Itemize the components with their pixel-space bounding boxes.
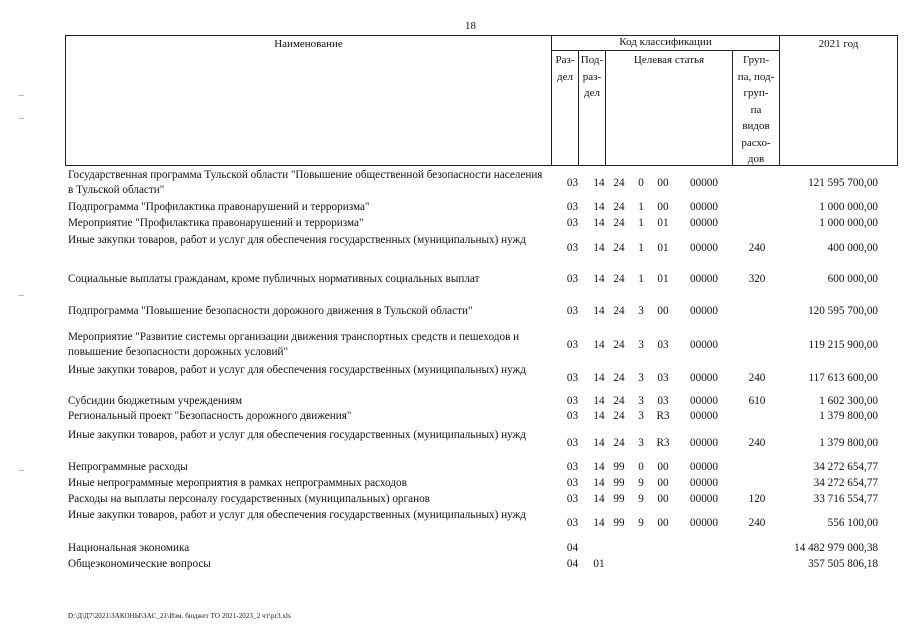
row-code-t3: 00 — [657, 305, 669, 317]
row-code-pr: 14 — [593, 177, 605, 189]
table-row — [68, 541, 888, 557]
row-name: Общеэкономические вопросы — [68, 558, 211, 570]
header-podrazdel: Под- раз- дел — [580, 54, 604, 99]
row-code-t4: 00000 — [690, 395, 718, 407]
row-code-pr: 14 — [593, 395, 605, 407]
row-code-t1: 24 — [613, 201, 625, 213]
row-code-t3: R3 — [656, 410, 670, 422]
table-row — [68, 272, 888, 288]
row-code-r: 03 — [566, 437, 579, 449]
row-code-pr: 14 — [593, 477, 605, 489]
row-amount: 117 613 600,00 — [808, 372, 878, 384]
row-code-t1: 24 — [613, 410, 625, 422]
row-code-t4: 00000 — [690, 339, 718, 351]
table-row — [68, 233, 888, 265]
header-target: Целевая статья — [633, 54, 705, 66]
row-code-t2: 1 — [638, 217, 644, 229]
table-row — [68, 428, 888, 460]
row-code-t1: 24 — [613, 372, 625, 384]
table-row — [68, 330, 888, 362]
row-code-vr: 240 — [748, 517, 766, 529]
row-code-vr: 610 — [748, 395, 766, 407]
row-code-t2: 3 — [638, 410, 644, 422]
row-code-t3: 03 — [657, 339, 669, 351]
row-code-r: 03 — [566, 339, 579, 351]
row-code-r: 03 — [566, 201, 579, 213]
row-code-pr: 14 — [593, 461, 605, 473]
row-amount: 1 602 300,00 — [819, 395, 878, 407]
header-name: Наименование — [274, 38, 343, 50]
row-code-pr: 14 — [593, 437, 605, 449]
row-code-t2: 3 — [638, 305, 644, 317]
row-code-t4: 00000 — [690, 273, 718, 285]
row-code-t1: 24 — [613, 217, 625, 229]
row-name: Подпрограмма "Повышение безопасности дорожного движения в Тульской области" — [68, 305, 473, 317]
row-code-t3: 00 — [657, 201, 669, 213]
row-code-t2: 3 — [638, 339, 644, 351]
row-name: Иные закупки товаров, работ и услуг для обеспечения государственных (муниципальных) нужд — [68, 509, 526, 521]
table-row — [68, 304, 888, 320]
header-code: Код классификации — [619, 36, 712, 48]
page-number: 18 — [465, 20, 476, 32]
row-code-r: 04 — [566, 542, 579, 554]
row-code-pr: 14 — [593, 493, 605, 505]
row-code-r: 03 — [566, 493, 579, 505]
row-name: Непрограммные расходы — [68, 461, 188, 473]
file-path-footer: D:\Д\Д7\2021\ЗАКОНЫ\ЗАС_21\Изм. бюджет ТО 2021-2023_2 чт\pr3.xls — [68, 612, 291, 620]
header-razdel: Раз- дел — [555, 54, 575, 83]
row-amount: 400 000,00 — [827, 242, 878, 254]
row-code-t3: 00 — [657, 517, 669, 529]
row-code-vr: 240 — [748, 242, 766, 254]
row-code-vr: 240 — [748, 372, 766, 384]
row-amount: 1 000 000,00 — [819, 201, 878, 213]
row-name: Иные непрограммные мероприятия в рамках непрограммных расходов — [68, 477, 407, 489]
table-row — [68, 168, 888, 200]
row-code-t1: 24 — [613, 242, 625, 254]
row-code-t1: 24 — [613, 177, 625, 189]
row-code-vr: 240 — [748, 437, 766, 449]
row-amount: 33 716 554,77 — [813, 493, 878, 505]
row-code-r: 03 — [566, 461, 579, 473]
table-row — [68, 200, 888, 216]
row-code-pr: 14 — [593, 242, 605, 254]
table-row — [68, 508, 888, 540]
table-row — [68, 557, 888, 573]
row-code-t1: 99 — [613, 461, 625, 473]
row-code-t4: 00000 — [690, 410, 718, 422]
row-code-pr: 14 — [593, 410, 605, 422]
border-right — [897, 35, 898, 166]
row-name: Национальная экономика — [68, 542, 190, 554]
row-code-pr: 14 — [593, 517, 605, 529]
row-amount: 1 379 800,00 — [819, 410, 878, 422]
row-code-t4: 00000 — [690, 242, 718, 254]
row-amount: 357 505 806,18 — [808, 558, 878, 570]
row-code-t3: 01 — [657, 242, 669, 254]
row-amount: 600 000,00 — [827, 273, 878, 285]
row-code-t2: 1 — [638, 242, 644, 254]
row-amount: 120 595 700,00 — [808, 305, 878, 317]
row-amount: 556 100,00 — [827, 517, 878, 529]
header-group: Груп- па, под- груп- па видов расхо- дов — [737, 54, 775, 165]
row-code-r: 03 — [566, 372, 579, 384]
row-code-t4: 00000 — [690, 201, 718, 213]
row-code-r: 03 — [566, 177, 579, 189]
row-code-vr: 120 — [748, 493, 766, 505]
table-row — [68, 216, 888, 232]
row-code-pr: 14 — [593, 339, 605, 351]
row-amount: 34 272 654,77 — [813, 461, 878, 473]
row-code-t2: 9 — [638, 477, 644, 489]
table-row — [68, 394, 888, 410]
row-code-r: 03 — [566, 273, 579, 285]
row-code-pr: 14 — [593, 372, 605, 384]
row-name: Социальные выплаты гражданам, кроме публичных нормативных социальных выплат — [68, 273, 480, 285]
row-code-t3: 00 — [657, 461, 669, 473]
row-name: Субсидии бюджетным учреждениям — [68, 395, 243, 407]
row-code-t4: 00000 — [690, 493, 718, 505]
row-code-t4: 00000 — [690, 517, 718, 529]
row-code-r: 03 — [566, 242, 579, 254]
row-code-t2: 1 — [638, 201, 644, 213]
row-code-t2: 9 — [638, 517, 644, 529]
row-code-t1: 24 — [613, 305, 625, 317]
row-code-t1: 99 — [613, 493, 625, 505]
row-code-t1: 24 — [613, 339, 625, 351]
row-code-t2: 9 — [638, 493, 644, 505]
row-code-r: 03 — [566, 477, 579, 489]
row-name: Государственная программа Тульской области "Повышение общественной безопасности населения в Тульской области" — [68, 169, 543, 196]
row-code-pr: 14 — [593, 217, 605, 229]
row-amount: 1 379 800,00 — [819, 437, 878, 449]
row-amount: 14 482 979 000,38 — [794, 542, 878, 554]
row-code-t2: 3 — [638, 395, 644, 407]
row-code-t2: 0 — [638, 461, 644, 473]
row-code-r: 03 — [566, 517, 579, 529]
row-code-t4: 00000 — [690, 305, 718, 317]
row-code-r: 03 — [566, 410, 579, 422]
row-code-r: 03 — [566, 217, 579, 229]
table-row — [68, 460, 888, 476]
row-code-vr: 320 — [748, 273, 766, 285]
row-code-t4: 00000 — [690, 461, 718, 473]
row-name: Иные закупки товаров, работ и услуг для обеспечения государственных (муниципальных) нужд — [68, 364, 526, 376]
scan-mark — [18, 470, 24, 471]
scan-mark — [18, 95, 24, 96]
border-left — [65, 35, 66, 166]
header-year: 2021 год — [818, 38, 859, 50]
row-code-r: 03 — [566, 395, 579, 407]
table-row — [68, 492, 888, 508]
row-code-t3: R3 — [656, 437, 670, 449]
row-code-t2: 0 — [638, 177, 644, 189]
row-code-t4: 00000 — [690, 477, 718, 489]
row-code-t4: 00000 — [690, 372, 718, 384]
row-code-t1: 24 — [613, 395, 625, 407]
row-code-t4: 00000 — [690, 217, 718, 229]
scan-mark — [18, 118, 24, 119]
row-name: Мероприятие "Развитие системы организации движения транспортных средств и пешеходов и повышение безопасности дорожных условий" — [68, 331, 520, 358]
row-amount: 1 000 000,00 — [819, 217, 878, 229]
row-code-t3: 00 — [657, 477, 669, 489]
row-code-pr: 01 — [593, 558, 605, 570]
row-code-pr: 14 — [593, 305, 605, 317]
row-code-t1: 99 — [613, 477, 625, 489]
row-code-pr: 14 — [593, 201, 605, 213]
row-name: Подпрограмма "Профилактика правонарушений и терроризма" — [68, 201, 370, 213]
row-code-t3: 03 — [657, 395, 669, 407]
row-code-t1: 99 — [613, 517, 625, 529]
table-row — [68, 476, 888, 492]
scan-mark — [18, 295, 24, 296]
row-code-t3: 01 — [657, 273, 669, 285]
row-code-t3: 03 — [657, 372, 669, 384]
border-code-year — [779, 35, 780, 166]
table-row — [68, 363, 888, 395]
row-amount: 121 595 700,00 — [808, 177, 878, 189]
row-code-t4: 00000 — [690, 177, 718, 189]
table-row — [68, 409, 888, 425]
row-code-t3: 00 — [657, 493, 669, 505]
row-code-t3: 00 — [657, 177, 669, 189]
row-code-t3: 01 — [657, 217, 669, 229]
row-code-t2: 3 — [638, 372, 644, 384]
row-name: Мероприятие "Профилактика правонарушений и терроризма" — [68, 217, 364, 229]
row-code-r: 04 — [566, 558, 579, 570]
row-amount: 34 272 654,77 — [813, 477, 878, 489]
row-name: Иные закупки товаров, работ и услуг для обеспечения государственных (муниципальных) нужд — [68, 429, 526, 441]
row-code-pr: 14 — [593, 273, 605, 285]
row-code-r: 03 — [566, 305, 579, 317]
row-amount: 119 215 900,00 — [808, 339, 878, 351]
row-code-t2: 3 — [638, 437, 644, 449]
row-name: Расходы на выплаты персоналу государственных (муниципальных) органов — [68, 493, 430, 505]
row-code-t4: 00000 — [690, 437, 718, 449]
row-code-t1: 24 — [613, 273, 625, 285]
row-name: Иные закупки товаров, работ и услуг для обеспечения государственных (муниципальных) нужд — [68, 234, 526, 246]
row-code-t2: 1 — [638, 273, 644, 285]
row-code-t1: 24 — [613, 437, 625, 449]
row-name: Региональный проект "Безопасность дорожного движения" — [68, 410, 352, 422]
